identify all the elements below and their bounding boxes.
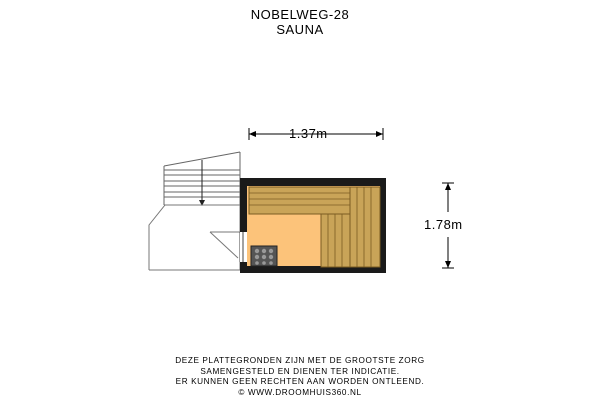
plan-room-title: SAUNA	[276, 22, 324, 37]
disclaimer-text	[0, 356, 600, 398]
lower-bench	[321, 214, 350, 267]
disclaimer-line: ER KUNNEN GEEN RECHTEN AAN WORDEN ONTLEEND.	[175, 377, 425, 386]
disclaimer-line: DEZE PLATTEGRONDEN ZIJN MET DE GROOTSTE ZORG	[175, 356, 425, 365]
upper-bench	[249, 187, 350, 214]
disclaimer-line: SAMENGESTELD EN DIENEN TER INDICATIE.	[200, 366, 400, 376]
height-dimension-label: 1.78m	[424, 217, 463, 232]
width-dimension-label: 1.37m	[289, 126, 328, 141]
landing-area	[149, 205, 240, 270]
plan-address-title: NOBELWEG-28	[250, 7, 350, 22]
copyright-line: © WWW.DROOMHUIS360.NL	[238, 387, 362, 397]
staircase	[164, 152, 240, 206]
right-bench	[350, 187, 380, 267]
sauna-heater	[251, 246, 277, 266]
